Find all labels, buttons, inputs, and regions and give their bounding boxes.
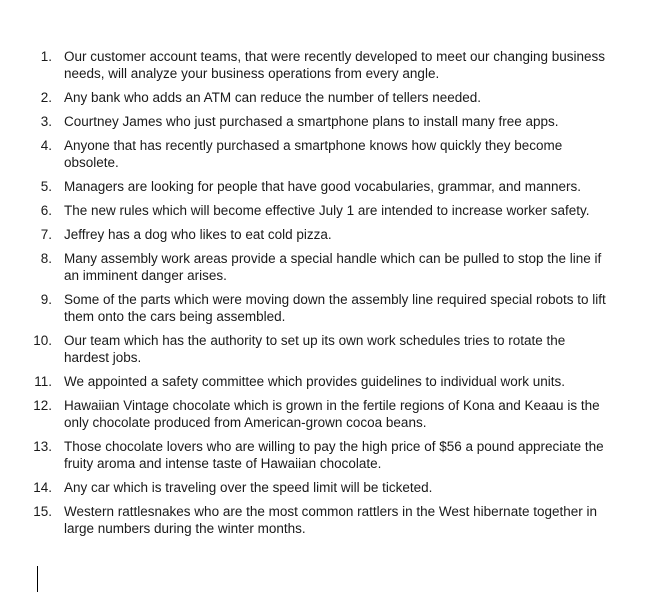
list-item[interactable] [30, 113, 613, 130]
list-item-number: 13. [33, 439, 52, 454]
list-item-text[interactable]: Courtney James who just purchased a smartphone plans to install many free apps. [64, 114, 559, 129]
list-item-text[interactable]: Some of the parts which were moving down the assembly line required special robots to lift them onto the cars being assembled. [64, 292, 606, 324]
list-item[interactable] [30, 373, 613, 390]
list-item-number: 6. [40, 203, 52, 218]
list-item[interactable] [30, 250, 613, 284]
list-item[interactable] [30, 89, 613, 106]
list-item[interactable] [30, 479, 613, 496]
list-item-number: 15. [33, 504, 52, 519]
list-item-number: 8. [40, 251, 52, 266]
list-item[interactable] [30, 178, 613, 195]
list-item-text[interactable]: Those chocolate lovers who are willing to pay the high price of $56 a pound appreciate the fruity aroma and intense taste of Hawaiian chocolate. [64, 439, 604, 471]
list-item-text[interactable]: Our customer account teams, that were recently developed to meet our changing business needs, will analyze your business operations from every angle. [64, 49, 606, 81]
list-item-text[interactable]: Managers are looking for people that have good vocabularies, grammar, and manners. [64, 179, 582, 194]
list-item-text[interactable]: Many assembly work areas provide a special handle which can be pulled to stop the line if an imminent danger arises. [64, 251, 602, 283]
list-item[interactable] [30, 503, 613, 537]
list-item-number: 7. [40, 227, 52, 242]
list-item[interactable] [30, 137, 613, 171]
list-item[interactable] [30, 202, 613, 219]
list-item-number: 9. [40, 292, 52, 307]
list-item[interactable] [30, 332, 613, 366]
list-item-text[interactable]: Our team which has the authority to set up its own work schedules tries to rotate the hardest jobs. [64, 333, 566, 365]
list-item-number: 3. [40, 114, 52, 129]
list-item[interactable] [30, 226, 613, 243]
text-cursor [37, 566, 38, 592]
list-item-number: 11. [34, 374, 52, 389]
list-item-number: 4. [40, 138, 52, 153]
list-item-number: 1. [40, 49, 52, 64]
list-item[interactable] [30, 48, 613, 82]
list-item-text[interactable]: Any car which is traveling over the speed limit will be ticketed. [64, 480, 433, 495]
list-item-number: 5. [40, 179, 52, 194]
list-item-text[interactable]: Anyone that has recently purchased a smartphone knows how quickly they become obsolete. [64, 138, 563, 170]
list-item-number: 12. [33, 398, 52, 413]
list-item-number: 2. [40, 90, 52, 105]
numbered-list [30, 48, 613, 537]
list-item-text[interactable]: Any bank who adds an ATM can reduce the number of tellers needed. [64, 90, 482, 105]
list-item-text[interactable]: The new rules which will become effective July 1 are intended to increase worker safety. [64, 203, 590, 218]
list-item-number: 10. [33, 333, 52, 348]
list-item-text[interactable]: Western rattlesnakes who are the most common rattlers in the West hibernate together in large numbers during the winter months. [64, 504, 598, 536]
list-item-text[interactable]: Hawaiian Vintage chocolate which is grown in the fertile regions of Kona and Keaau is the only chocolate produced from American-grown cocoa beans. [64, 398, 600, 430]
list-item[interactable] [30, 438, 613, 472]
list-item[interactable] [30, 397, 613, 431]
list-item[interactable] [30, 291, 613, 325]
list-item-text[interactable]: Jeffrey has a dog who likes to eat cold pizza. [64, 227, 332, 242]
list-item-text[interactable]: We appointed a safety committee which provides guidelines to individual work units. [64, 374, 566, 389]
list-item-number: 14. [33, 480, 52, 495]
